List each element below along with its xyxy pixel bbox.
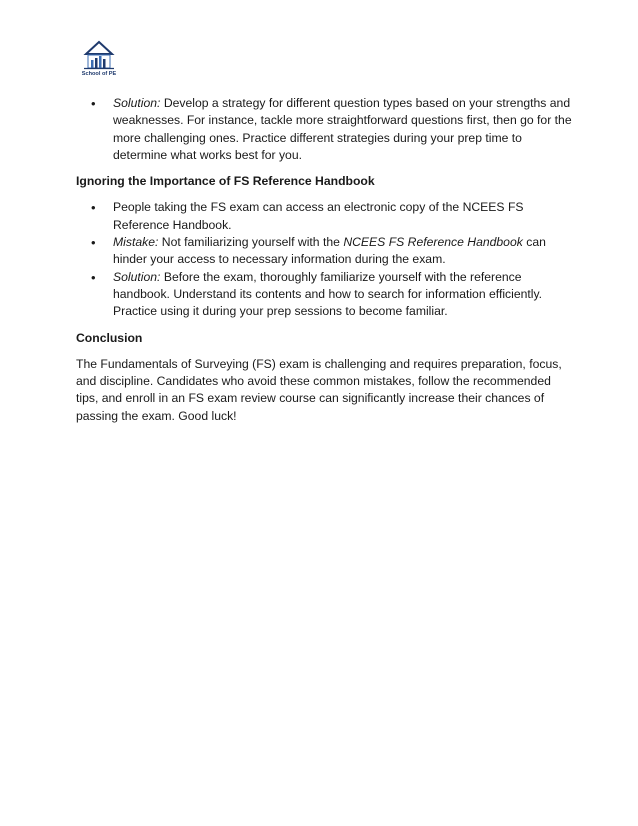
strategy-bullet-list xyxy=(76,95,572,164)
list-item xyxy=(76,269,572,321)
logo-text: School of PE xyxy=(81,71,117,77)
school-of-pe-logo xyxy=(76,40,122,84)
handbook-bullet-list xyxy=(76,199,572,320)
bullet-text: can hinder your access to necessary information during the exam. xyxy=(113,235,546,267)
document-content xyxy=(76,95,572,425)
bullet-label: Solution: xyxy=(113,96,161,110)
bullet-label: Solution: xyxy=(113,269,161,284)
conclusion-heading: Conclusion xyxy=(76,330,143,345)
bullet-label: Mistake: xyxy=(113,235,159,250)
bullet-text: Before the exam, thoroughly familiarize yourself with the reference handbook. Understand its contents and how to search for information efficiently. Practice using it during your prep sessions to become familiar. xyxy=(113,269,543,319)
bullet-text: Develop a strategy for different question types based on your strengths and weaknesses. For instance, tackle more straightforward questions first, then go for the more challenging ones. Practice different strategies during your prep time to determine what works best for you. xyxy=(113,96,572,162)
handbook-title: NCEES FS Reference Handbook xyxy=(343,235,523,250)
list-item xyxy=(76,234,572,269)
school-building-icon xyxy=(76,40,122,72)
section-heading: Ignoring the Importance of FS Reference Handbook xyxy=(76,174,375,189)
bullet-text: Not familiarizing yourself with the xyxy=(158,235,344,250)
list-item xyxy=(76,199,572,234)
conclusion-body: The Fundamentals of Surveying (FS) exam is challenging and requires preparation, focus, and discipline. Candidates who avoid these common mistakes, follow the recommended tips, and enroll in an FS exam review course can significantly increase their chances of passing the exam. Good luck! xyxy=(76,356,562,423)
bullet-text: People taking the FS exam can access an electronic copy of the NCEES FS Reference Handbook. xyxy=(113,200,524,232)
list-item xyxy=(76,95,572,164)
